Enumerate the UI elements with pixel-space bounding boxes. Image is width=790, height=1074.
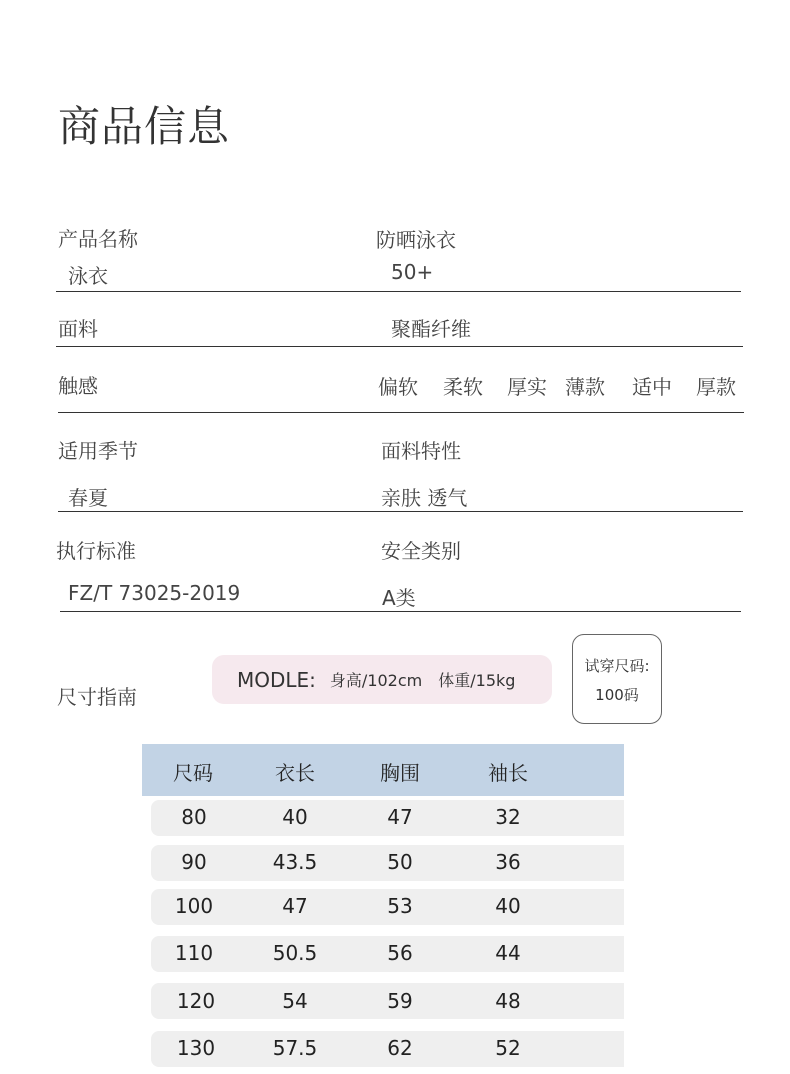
- cell-sleeve: 52: [495, 1036, 521, 1060]
- divider: [60, 611, 741, 612]
- cell-size: 110: [174, 941, 214, 965]
- model-height: 身高/102cm: [329, 671, 423, 690]
- cell-size: 120: [176, 989, 216, 1013]
- feel-option: 柔软: [443, 375, 483, 399]
- try-size-value: 100码: [595, 686, 639, 704]
- table-row: [151, 845, 624, 881]
- cell-chest: 53: [387, 894, 413, 918]
- safety-value: A类: [382, 586, 416, 610]
- table-row: [151, 1031, 624, 1067]
- table-row: [151, 936, 624, 972]
- cell-sleeve: 44: [495, 941, 521, 965]
- feel-label: 触感: [58, 374, 98, 398]
- cell-length: 47: [282, 894, 308, 918]
- model-label: MODLE:: [237, 667, 316, 692]
- fabric-feature-value: 亲肤 透气: [381, 486, 468, 510]
- season-label: 适用季节: [58, 439, 138, 463]
- divider: [56, 291, 741, 292]
- cell-size: 130: [176, 1036, 216, 1060]
- fabric-feature-label: 面料特性: [381, 439, 461, 463]
- feel-option: 厚实: [507, 375, 547, 399]
- sun-protection-value: 50+: [391, 260, 434, 284]
- cell-sleeve: 48: [495, 989, 521, 1013]
- header-length: 衣长: [275, 761, 315, 785]
- cell-size: 80: [181, 805, 207, 829]
- try-size-box: [572, 634, 662, 724]
- product-name-label: 产品名称: [58, 227, 138, 251]
- season-value: 春夏: [68, 486, 108, 510]
- feel-option: 薄款: [565, 375, 605, 399]
- table-row: [151, 800, 624, 836]
- fabric-value: 聚酯纤维: [391, 317, 471, 341]
- cell-chest: 56: [387, 941, 413, 965]
- cell-chest: 50: [387, 850, 413, 874]
- page-title: 商品信息: [58, 102, 231, 151]
- model-info-box: [212, 655, 552, 704]
- feel-option: 适中: [632, 375, 672, 399]
- cell-chest: 47: [387, 805, 413, 829]
- cell-length: 54: [282, 989, 308, 1013]
- standard-label: 执行标准: [56, 539, 136, 563]
- cell-sleeve: 32: [495, 805, 521, 829]
- cell-length: 57.5: [272, 1036, 318, 1060]
- cell-length: 43.5: [272, 850, 318, 874]
- table-row: [151, 889, 624, 925]
- cell-size: 90: [181, 850, 207, 874]
- product-name-value: 泳衣: [68, 264, 108, 288]
- table-row: [151, 983, 624, 1019]
- header-chest: 胸围: [380, 761, 420, 785]
- cell-length: 40: [282, 805, 308, 829]
- cell-size: 100: [174, 894, 214, 918]
- cell-chest: 59: [387, 989, 413, 1013]
- fabric-label: 面料: [58, 317, 98, 341]
- divider: [58, 511, 743, 512]
- feel-option: 厚款: [696, 375, 736, 399]
- safety-label: 安全类别: [381, 539, 461, 563]
- divider: [58, 412, 744, 413]
- cell-chest: 62: [387, 1036, 413, 1060]
- standard-value: FZ/T 73025-2019: [68, 581, 241, 605]
- size-table-header: [142, 744, 624, 796]
- header-size: 尺码: [173, 761, 213, 785]
- try-size-label: 试穿尺码:: [584, 657, 650, 675]
- feel-option: 偏软: [378, 375, 418, 399]
- cell-sleeve: 40: [495, 894, 521, 918]
- size-guide-label: 尺寸指南: [57, 685, 137, 709]
- cell-length: 50.5: [272, 941, 318, 965]
- header-sleeve: 袖长: [488, 761, 528, 785]
- model-weight: 体重/15kg: [438, 671, 516, 690]
- sun-protection-label: 防晒泳衣: [376, 228, 456, 252]
- cell-sleeve: 36: [495, 850, 521, 874]
- divider: [56, 346, 743, 347]
